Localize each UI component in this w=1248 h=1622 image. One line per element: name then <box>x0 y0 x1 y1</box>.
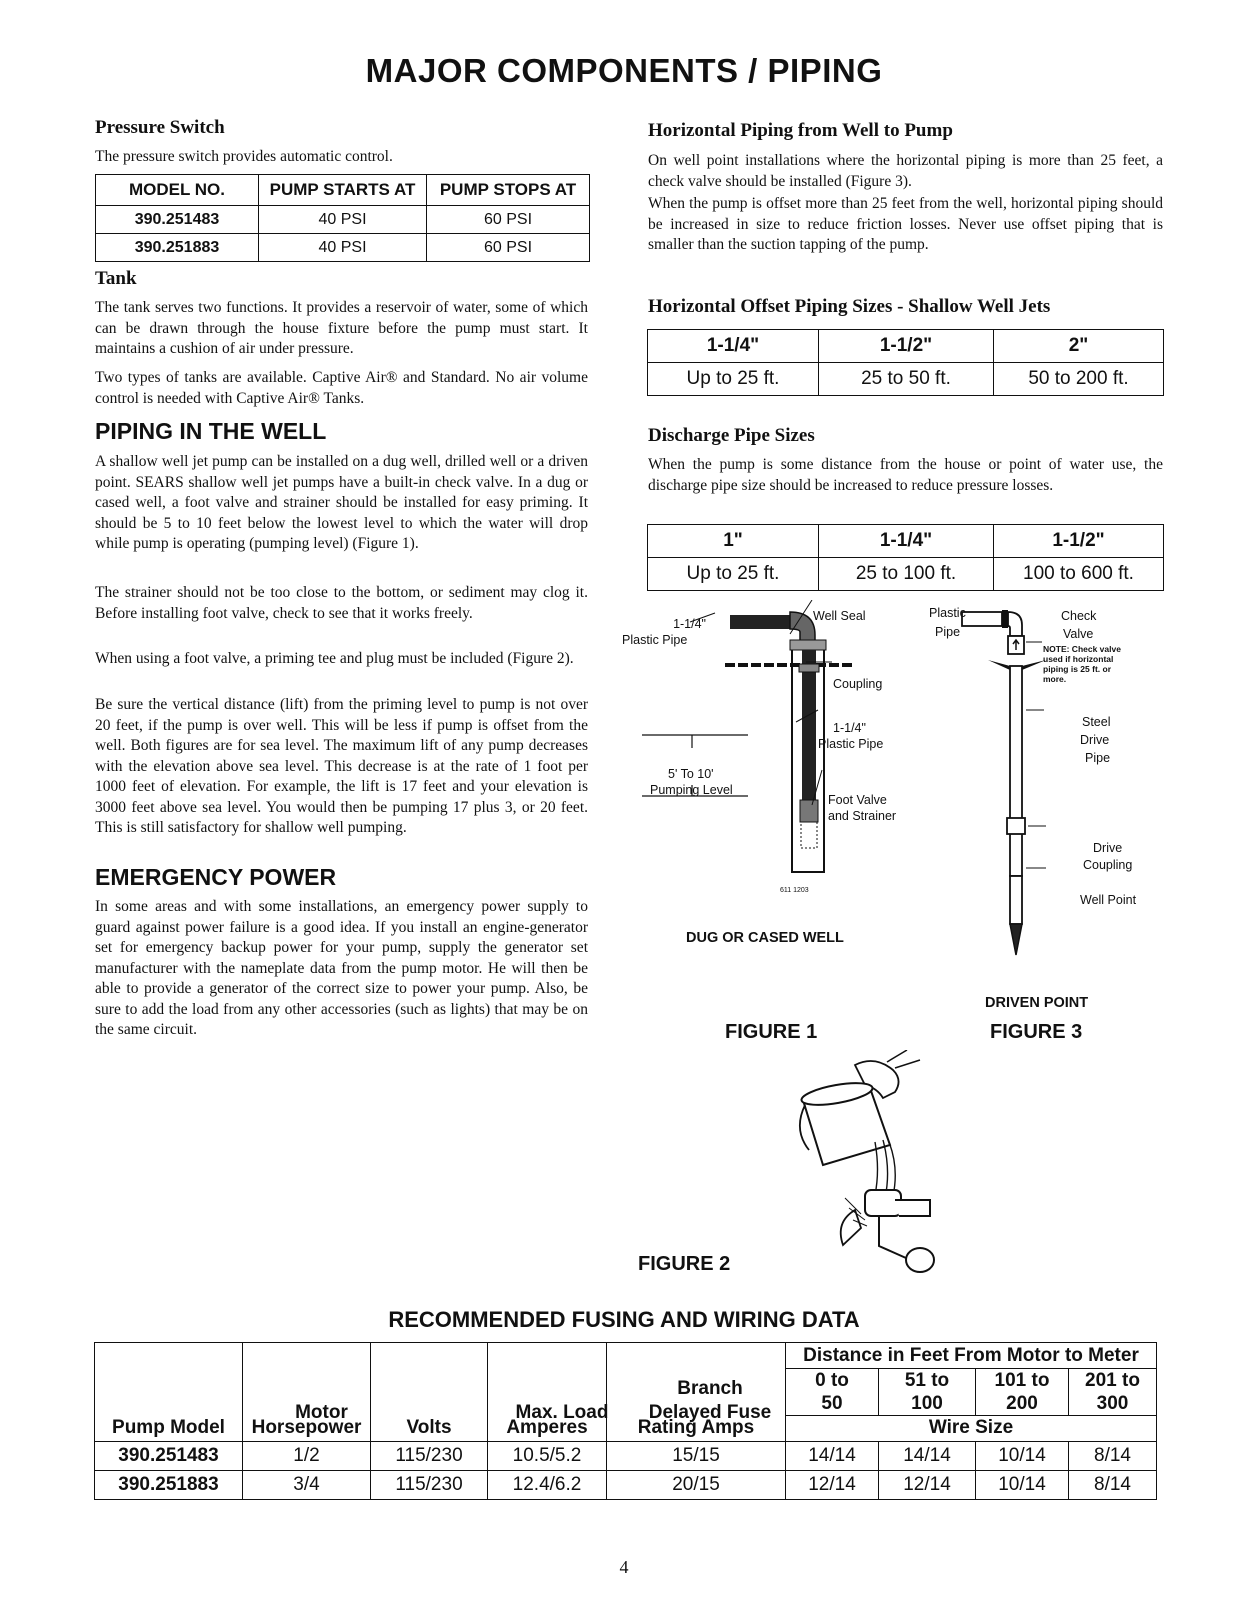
pipe-fitting <box>1002 610 1008 628</box>
distance-header: Distance in Feet From Motor to Meter <box>786 1343 1157 1369</box>
fig1-label-well-seal: Well Seal <box>813 609 866 623</box>
ps-cell: 390.251883 <box>96 234 259 262</box>
fz-cell: 115/230 <box>371 1441 488 1470</box>
ps-col-starts: PUMP STARTS AT <box>259 175 427 206</box>
fz-cell: 15/15 <box>607 1441 786 1470</box>
fz-cell: 3/4 <box>243 1470 371 1499</box>
range-bottom: 300 <box>1069 1393 1157 1416</box>
figure-1-label: FIGURE 1 <box>725 1021 818 1043</box>
fz-cell: 1/2 <box>243 1441 371 1470</box>
piping-paragraph-2: The strainer should not be too close to the bottom, or sediment may clog it. Before installing foot valve, check to see that it works freely. <box>95 584 588 622</box>
piping-paragraph-3: When using a foot valve, a priming tee and plug must be included (Figure 2). <box>95 650 574 667</box>
empty-cell <box>371 1343 488 1416</box>
discharge-header: 1-1/2" <box>994 525 1164 558</box>
range-top: 201 to <box>1069 1369 1157 1393</box>
horizontal-piping-paragraph-2: When the pump is offset more than 25 feet from the well, horizontal piping should be increased in size to reduce friction losses. Never use offset piping that is smaller than the suction tapping of the pump. <box>648 195 1163 253</box>
table-row <box>648 363 1164 396</box>
table-row <box>96 206 590 234</box>
fig3-label-steel: Steel <box>1082 715 1111 729</box>
fig3-label-check: Check <box>1061 609 1097 623</box>
empty-cell <box>95 1343 243 1416</box>
fz-cell: 12/14 <box>879 1470 976 1499</box>
discharge-cell: 25 to 100 ft. <box>819 558 994 591</box>
well-seal <box>790 640 826 650</box>
fig3-note: NOTE: Check valve used if horizontal piping is 25 ft. or more. <box>1043 644 1121 684</box>
fz-cell: 20/15 <box>607 1470 786 1499</box>
foot-valve <box>800 800 818 822</box>
discharge-cell: Up to 25 ft. <box>648 558 819 591</box>
ps-cell: 60 PSI <box>427 206 590 234</box>
fz-cell: 390.251483 <box>95 1441 243 1470</box>
well-point-tip <box>1010 924 1022 955</box>
col-maxload: Max. Load <box>515 1402 609 1423</box>
offset-cell: 25 to 50 ft. <box>819 363 994 396</box>
fig3-label-well-point: Well Point <box>1080 893 1137 907</box>
offset-header: 1-1/4" <box>648 330 819 363</box>
strainer <box>801 822 817 848</box>
fz-cell: 115/230 <box>371 1470 488 1499</box>
horizontal-piping-heading: Horizontal Piping from Well to Pump <box>648 120 953 141</box>
fig3-label-drive-pipe: Pipe <box>1085 751 1111 765</box>
ps-cell: 40 PSI <box>259 206 427 234</box>
figure-2-illustration <box>795 1050 975 1285</box>
offset-header: 2" <box>994 330 1164 363</box>
piping-paragraph-4: Be sure the vertical distance (lift) from the priming level to pump is not over 20 feet, if the pump is over well. This will be less if pump is offset from the well. Both figures are for sea level. The maximum lift of any pump decreases with the elevation above sea level. This decrease is at the rate of 1 foot per 1000 feet of elevation. For example, the lift is 17 feet and your elevation is 3000 feet above sea level. You would then be pumping 17 plus 3, or 20 feet. This is still satisfactory for shallow well pumping. <box>95 696 588 836</box>
fusing-heading: RECOMMENDED FUSING AND WIRING DATA <box>388 1307 860 1332</box>
fig3-caption: DRIVEN POINT <box>985 995 1089 1011</box>
table-row <box>648 558 1164 591</box>
fig1-label-pumping-level: Pumping Level <box>650 783 733 797</box>
piping-paragraph-1: A shallow well jet pump can be installed on a dug well, drilled well or a driven point. SEARS shallow well jet pumps have a built-in check valve. In a dug or cased well, a foot valve and strainer should be installed for easy priming. It should be 5 to 10 feet below the lowest level to which the water will drop while pump is operating (pumping level) (Figure 1). <box>95 453 588 552</box>
fz-cell: 390.251883 <box>95 1470 243 1499</box>
ps-cell: 40 PSI <box>259 234 427 262</box>
fz-cell: 14/14 <box>879 1441 976 1470</box>
col-pump-model: Pump Model <box>95 1415 243 1441</box>
range-top: 0 to <box>786 1369 879 1393</box>
discharge-header: 1" <box>648 525 819 558</box>
table-row <box>95 1470 1157 1499</box>
table-row <box>95 1441 1157 1470</box>
col-motor: Motor <box>295 1402 348 1423</box>
col-rating: Rating Amps <box>607 1415 786 1441</box>
tank-heading: Tank <box>95 268 137 289</box>
discharge-sizes-heading: Discharge Pipe Sizes <box>648 425 815 446</box>
discharge-sizes-text: When the pump is some distance from the house or point of water use, the discharge pipe size should be increased to reduce pressure losses. <box>648 456 1163 494</box>
arm-lines <box>887 1050 920 1068</box>
offset-sizes-heading: Horizontal Offset Piping Sizes - Shallow Well Jets <box>648 296 1051 317</box>
pump-pipe <box>895 1200 930 1216</box>
offset-header: 1-1/2" <box>819 330 994 363</box>
offset-cell: 50 to 200 ft. <box>994 363 1164 396</box>
fz-cell: 8/14 <box>1069 1470 1157 1499</box>
discharge-sizes-table <box>647 524 1164 591</box>
fig1-caption: DUG OR CASED WELL <box>686 930 844 946</box>
discharge-header: 1-1/4" <box>819 525 994 558</box>
emergency-power-paragraph: In some areas and with some installations, an emergency power supply to guard against power failure is a good idea. If you install an engine-generator set for emergency backup power for your pump, supply the generator set manufacturer with the nameplate data from the pump motor. He will then be able to provide a generator of the correct size to power your pump. Also, be sure to add the load from any other accessories (such as lights) that may be on the same circuit. <box>95 898 588 1038</box>
figure-3-label: FIGURE 3 <box>990 1021 1083 1043</box>
pressure-switch-text: The pressure switch provides automatic control. <box>95 148 393 165</box>
horizontal-pipe <box>730 615 790 629</box>
fz-cell: 12.4/6.2 <box>488 1470 607 1499</box>
fz-cell: 10/14 <box>976 1470 1069 1499</box>
ps-cell: 60 PSI <box>427 234 590 262</box>
range-top: 51 to <box>879 1369 976 1393</box>
table-row <box>96 234 590 262</box>
fig3-label-plastic: Plastic <box>929 606 966 620</box>
fig1-label-pipe-size: 1-1/4" <box>673 617 706 631</box>
range-bottom: 50 <box>786 1393 879 1416</box>
discharge-cell: 100 to 600 ft. <box>994 558 1164 591</box>
fig3-label-pipe: Pipe <box>935 625 961 639</box>
fz-cell: 10/14 <box>976 1441 1069 1470</box>
figure-2-label: FIGURE 2 <box>638 1253 731 1275</box>
fig1-label-coupling: Coupling <box>833 677 883 691</box>
well-point <box>1010 876 1022 924</box>
tank-paragraph-1: The tank serves two functions. It provides a reservoir of water, some of which can be drawn through the house fixture before the pump must start. It maintains a cushion of air under pressure. <box>95 299 588 357</box>
fz-cell: 14/14 <box>786 1441 879 1470</box>
col-horsepower: Horsepower <box>243 1415 371 1441</box>
pressure-switch-table <box>95 174 590 262</box>
fig1-label-inner-plastic: Plastic Pipe <box>818 737 884 751</box>
fig3-label-coupling: Coupling <box>1083 858 1133 872</box>
horizontal-piping-paragraph-1: On well point installations where the horizontal piping is more than 25 feet, a check valve should be installed (Figure 3). <box>648 152 1163 190</box>
priming-tee <box>865 1190 901 1216</box>
fig3-label-drive: Drive <box>1080 733 1110 747</box>
ps-cell: 390.251483 <box>96 206 259 234</box>
ps-col-stops: PUMP STOPS AT <box>427 175 590 206</box>
outlet-cap <box>906 1248 934 1272</box>
fz-cell: 10.5/5.2 <box>488 1441 607 1470</box>
piping-in-well-heading: PIPING IN THE WELL <box>95 418 327 444</box>
elbow-fitting <box>1008 612 1022 636</box>
fig1-label-inner-pipe: 1-1/4" <box>833 721 866 735</box>
col-amperes: Amperes <box>488 1415 607 1441</box>
offset-cell: Up to 25 ft. <box>648 363 819 396</box>
ps-col-model: MODEL NO. <box>96 175 259 206</box>
horizontal-plastic-pipe <box>962 612 1002 626</box>
tank-paragraph-2: Two types of tanks are available. Captive Air® and Standard. No air volume control is needed with Captive Air® Tanks. <box>95 369 588 407</box>
fig1-label-strainer: and Strainer <box>828 809 897 823</box>
fz-cell: 12/14 <box>786 1470 879 1499</box>
coupling <box>799 664 819 672</box>
col-branch: Branch <box>677 1378 743 1399</box>
wire-size-header: Wire Size <box>786 1415 1157 1441</box>
page-number: 4 <box>619 1557 629 1577</box>
page-title: MAJOR COMPONENTS / PIPING <box>365 52 883 89</box>
drive-coupling <box>1007 818 1025 834</box>
range-bottom: 200 <box>976 1393 1069 1416</box>
fig1-label-foot-valve: Foot Valve <box>828 793 887 807</box>
fig3-label-valve: Valve <box>1063 627 1094 641</box>
fig1-label-depth: 5' To 10' <box>668 767 714 781</box>
steel-drive-pipe <box>1010 666 1022 876</box>
range-top: 101 to <box>976 1369 1069 1393</box>
fig1-code: 611 1203 <box>780 887 809 894</box>
range-bottom: 100 <box>879 1393 976 1416</box>
elbow-fitting <box>790 612 815 642</box>
col-delayed: Delayed Fuse <box>648 1402 772 1423</box>
fz-cell: 8/14 <box>1069 1441 1157 1470</box>
col-volts: Volts <box>371 1415 488 1441</box>
offset-sizes-table <box>647 329 1164 396</box>
fig1-label-plastic-pipe: Plastic Pipe <box>622 633 688 647</box>
fig3-label-drive-2: Drive <box>1093 841 1123 855</box>
emergency-power-heading: EMERGENCY POWER <box>95 864 337 890</box>
pressure-switch-heading: Pressure Switch <box>95 117 225 138</box>
